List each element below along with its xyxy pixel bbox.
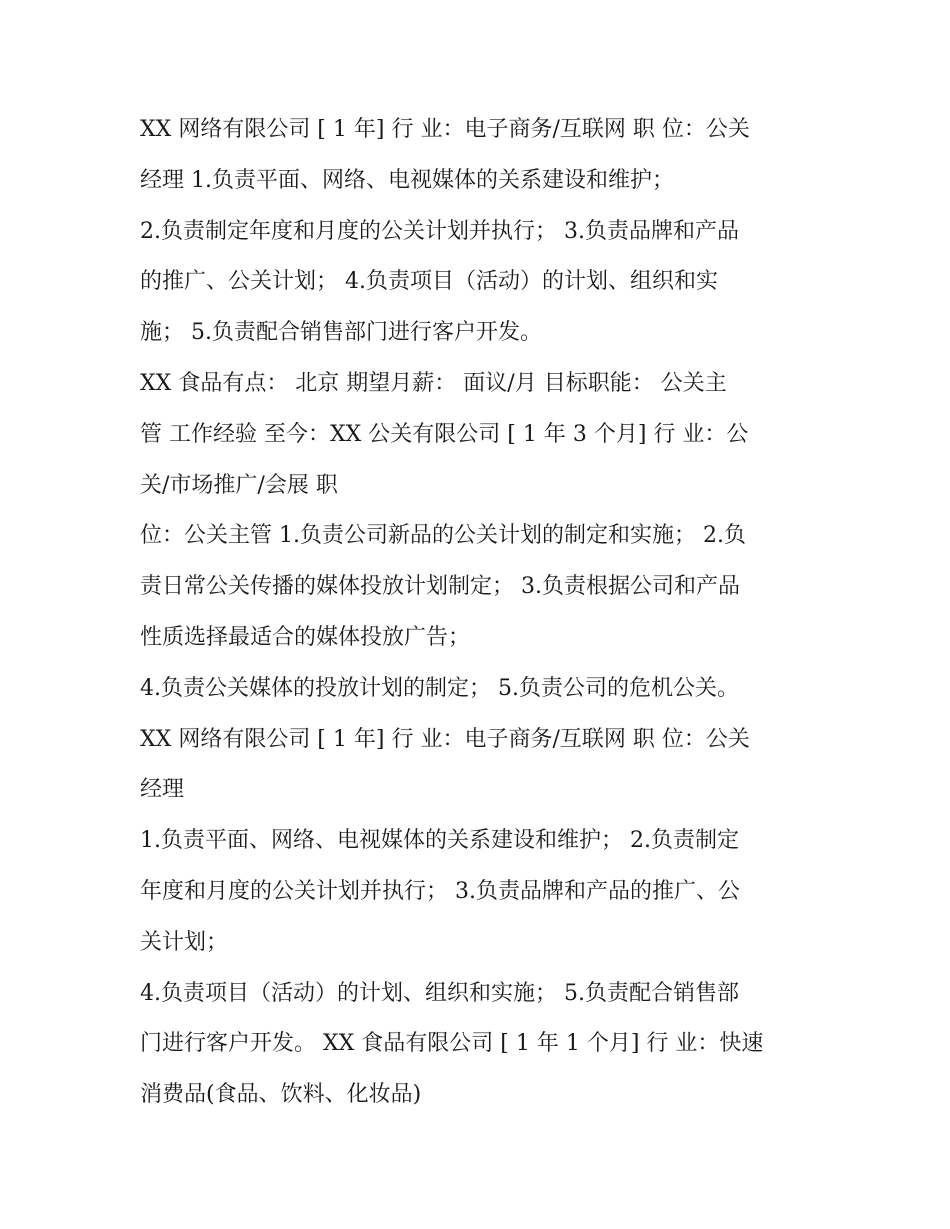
document-body xyxy=(140,105,820,1121)
text-line: 经理 xyxy=(140,777,185,803)
text-line: 1.负责平面、网络、电视媒体的关系建设和维护； 2.负责制定 xyxy=(140,828,739,854)
text-line: 4.负责项目（活动）的计划、组织和实施； 5.负责配合销售部 xyxy=(140,980,739,1006)
text-line: 性质选择最适合的媒体投放广告； xyxy=(140,624,471,650)
text-line: 关计划； xyxy=(140,929,229,955)
text-line: 2.负责制定年度和月度的公关计划并执行； 3.负责品牌和产品 xyxy=(140,218,739,244)
text-line: XX 食品有点： 北京 期望月薪： 面议/月 目标职能： 公关主 xyxy=(140,370,727,396)
text-line: XX 网络有限公司 [ 1 年] 行 业：电子商务/互联网 职 位：公关 xyxy=(140,117,750,142)
text-line: 年度和月度的公关计划并执行； 3.负责品牌和产品的推广、公 xyxy=(140,878,740,904)
text-line: 施； 5.负责配合销售部门进行客户开发。 xyxy=(140,320,542,346)
text-line: 位：公关主管 1.负责公司新品的公关计划的制定和实施； 2.负 xyxy=(140,523,746,549)
text-line: 消费品(食品、饮料、化妆品) xyxy=(140,1082,422,1108)
text-line: XX 网络有限公司 [ 1 年] 行 业：电子商务/互联网 职 位：公关 xyxy=(140,726,750,752)
text-line: 门进行客户开发。 XX 食品有限公司 [ 1 年 1 个月] 行 业：快速 xyxy=(140,1031,764,1057)
text-line: 的推广、公关计划； 4.负责项目（活动）的计划、组织和实 xyxy=(140,269,718,295)
text-line: 管 工作经验 至今：XX 公关有限公司 [ 1 年 3 个月] 行 业：公 xyxy=(140,421,749,447)
text-line: 4.负责公关媒体的投放计划的制定； 5.负责公司的危机公关。 xyxy=(140,675,739,701)
text-line: 责日常公关传播的媒体投放计划制定； 3.负责根据公司和产品 xyxy=(140,574,740,600)
text-line: 关/市场推广/会展 职 xyxy=(140,472,338,498)
text-line: 经理 1.负责平面、网络、电视媒体的关系建设和维护； xyxy=(140,167,674,193)
